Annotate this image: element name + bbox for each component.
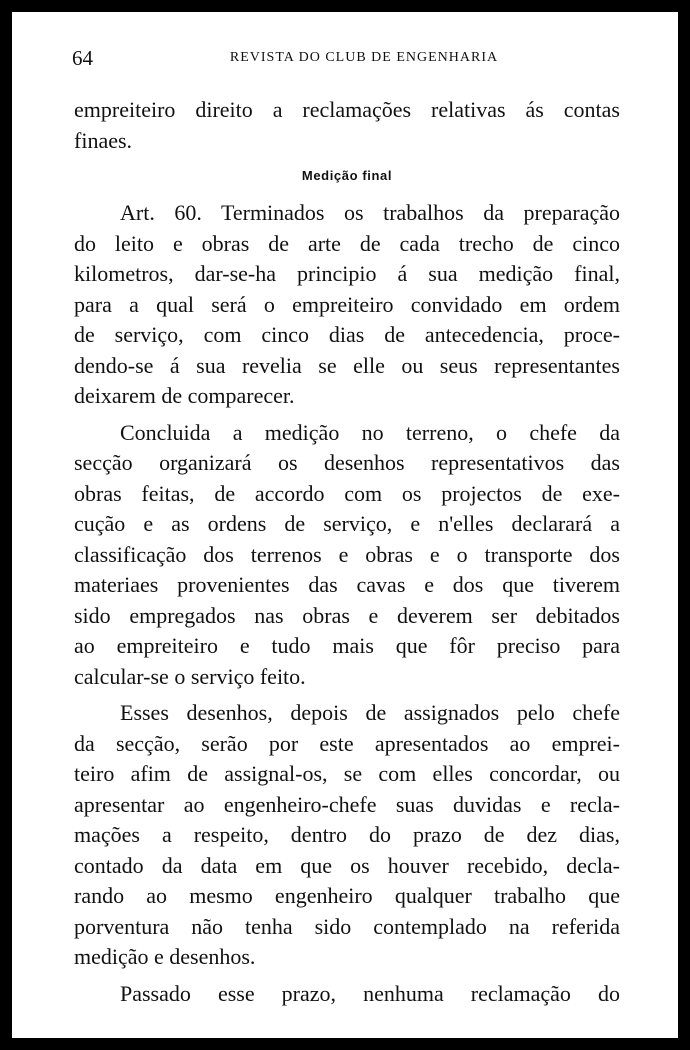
text-line: cução e as ordens de serviço, e n'elles declarará a (74, 511, 620, 536)
text-line: calcular-se o serviço feito. (74, 663, 306, 689)
text-line: finaes. (74, 127, 133, 153)
page-number: 64 (72, 46, 93, 70)
text-line: de serviço, com cinco dias de antecedencia, proce- (74, 322, 620, 347)
text-line: do leito e obras de arte de cada trecho de cinco (74, 230, 620, 256)
text-line: mações a respeito, dentro do prazo de dez dias, (74, 822, 620, 847)
page-header (72, 46, 620, 76)
section-title: Medição final (301, 168, 393, 183)
text-line: da secção, serão por este apresentados ao emprei- (74, 730, 620, 756)
text-line: sido empregados nas obras e deverem ser debitados (74, 602, 620, 628)
page-body (74, 95, 620, 1009)
text-line: Esses desenhos, depois de assignados pelo chefe (120, 700, 620, 725)
text-line: obras feitas, de accordo com os projectos de exe- (74, 480, 620, 506)
text-line: ao empreiteiro e tudo mais que fôr preciso para (74, 633, 620, 658)
running-title: REVISTA DO CLUB DE ENGENHARIA (229, 50, 499, 65)
text-line: apresentar ao engenheiro-chefe suas duvidas e recla- (74, 791, 620, 817)
text-line: empreiteiro direito a reclamações relativas ás contas (74, 97, 620, 122)
text-line: Passado esse prazo, nenhuma reclamação do (120, 980, 620, 1006)
book-page (12, 12, 678, 1038)
paragraph-article-60 (74, 198, 620, 412)
paragraph-continued (74, 95, 620, 156)
text-line: Concluida a medição no terreno, o chefe da (120, 419, 620, 445)
text-line: deixarem de comparecer. (74, 383, 295, 408)
text-line: dendo-se á sua revelia se elle ou seus representantes (74, 352, 620, 378)
text-line: contado da data em que os houver recebido, decla- (74, 852, 620, 878)
text-line: Art. 60. Terminados os trabalhos da preparação (120, 200, 620, 225)
text-line: materiaes provenientes das cavas e dos que tiverem (74, 572, 620, 597)
text-line: classificação dos terrenos e obras e o transporte dos (74, 541, 620, 567)
paragraph-concluida (74, 418, 620, 693)
text-line: kilometros, dar-se-ha principio á sua medição final, (74, 261, 620, 286)
text-line: porventura não tenha sido contemplado na referida (74, 913, 620, 939)
text-line: secção organizará os desenhos representativos das (74, 450, 620, 475)
paragraph-passado (74, 979, 620, 1010)
paragraph-esses-desenhos (74, 698, 620, 973)
text-line: para a qual será o empreiteiro convidado em ordem (74, 291, 620, 317)
text-line: rando ao mesmo engenheiro qualquer trabalho que (74, 883, 620, 908)
text-line: teiro afim de assignal-os, se com elles concordar, ou (74, 761, 620, 786)
text-line: medição e desenhos. (74, 944, 256, 969)
